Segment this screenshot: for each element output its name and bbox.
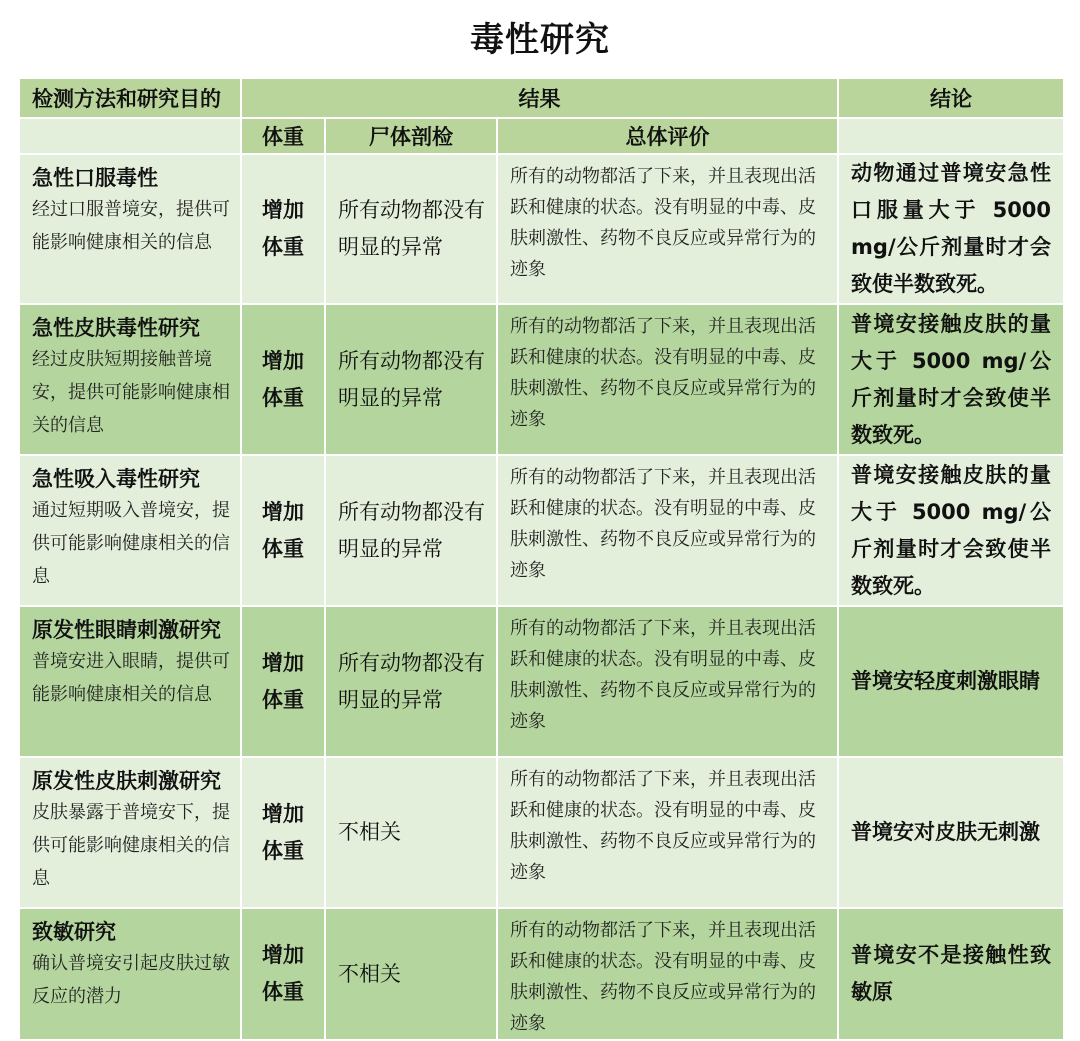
method-description: 普境安进入眼睛，提供可能影响健康相关的信息 — [32, 651, 230, 705]
header-autopsy: 尸体剖检 — [325, 118, 497, 154]
method-cell — [19, 606, 241, 757]
conclusion-cell: 普境安不是接触性致敏原 — [838, 908, 1064, 1040]
method-cell — [19, 757, 241, 908]
autopsy-cell: 不相关 — [325, 757, 497, 908]
method-title: 原发性眼睛刺激研究 — [32, 618, 221, 642]
autopsy-cell: 不相关 — [325, 908, 497, 1040]
autopsy-cell: 所有动物都没有明显的异常 — [325, 154, 497, 304]
header-method: 检测方法和研究目的 — [19, 78, 241, 118]
weight-cell — [241, 757, 325, 908]
method-description: 经过皮肤短期接触普境安，提供可能影响健康相关的信息 — [32, 349, 230, 436]
weight-text: 增加体重 — [262, 198, 304, 259]
method-description: 通过短期吸入普境安，提供可能影响健康相关的信息 — [32, 500, 230, 587]
table-row — [19, 757, 1064, 908]
autopsy-cell: 所有动物都没有明显的异常 — [325, 455, 497, 606]
overall-cell: 所有的动物都活了下来，并且表现出活跃和健康的状态。没有明显的中毒、皮肤刺激性、药物不良反应或异常行为的迹象 — [497, 455, 838, 606]
table-row — [19, 908, 1064, 1040]
method-title: 急性皮肤毒性研究 — [32, 316, 200, 340]
table-row — [19, 606, 1064, 757]
table-row — [19, 154, 1064, 304]
subheader-blank-right — [838, 118, 1064, 154]
weight-text: 增加体重 — [262, 348, 304, 410]
header-weight: 体重 — [241, 118, 325, 154]
overall-cell: 所有的动物都活了下来，并且表现出活跃和健康的状态。没有明显的中毒、皮肤刺激性、药物不良反应或异常行为的迹象 — [497, 606, 838, 757]
toxicity-table — [18, 77, 1065, 1041]
header-overall: 总体评价 — [497, 118, 838, 154]
page-title: 毒性研究 — [470, 19, 610, 60]
conclusion-cell: 普境安接触皮肤的量大于 5000 mg/公斤剂量时才会致使半数致死。 — [838, 304, 1064, 455]
method-description: 确认普境安引起皮肤过敏反应的潜力 — [32, 953, 230, 1007]
table-row — [19, 304, 1064, 455]
overall-cell: 所有的动物都活了下来，并且表现出活跃和健康的状态。没有明显的中毒、皮肤刺激性、药物不良反应或异常行为的迹象 — [497, 304, 838, 455]
table-row — [19, 455, 1064, 606]
weight-cell — [241, 908, 325, 1040]
weight-cell — [241, 154, 325, 304]
overall-cell: 所有的动物都活了下来，并且表现出活跃和健康的状态。没有明显的中毒、皮肤刺激性、药物不良反应或异常行为的迹象 — [497, 154, 838, 304]
method-title: 急性吸入毒性研究 — [32, 467, 200, 491]
method-title: 急性口服毒性 — [32, 166, 158, 190]
weight-cell — [241, 455, 325, 606]
weight-text: 增加体重 — [262, 499, 304, 561]
weight-text: 增加体重 — [262, 943, 304, 1004]
conclusion-cell: 普境安接触皮肤的量大于 5000 mg/公斤剂量时才会致使半数致死。 — [838, 455, 1064, 606]
method-title: 致敏研究 — [32, 920, 116, 944]
weight-text: 增加体重 — [262, 650, 304, 712]
method-cell — [19, 908, 241, 1040]
method-description: 经过口服普境安，提供可能影响健康相关的信息 — [32, 199, 230, 253]
header-conclusion: 结论 — [838, 78, 1064, 118]
conclusion-cell: 动物通过普境安急性口服量大于 5000 mg/公斤剂量时才会致使半数致死。 — [838, 154, 1064, 304]
overall-cell: 所有的动物都活了下来，并且表现出活跃和健康的状态。没有明显的中毒、皮肤刺激性、药物不良反应或异常行为的迹象 — [497, 908, 838, 1040]
weight-cell — [241, 606, 325, 757]
method-cell — [19, 154, 241, 304]
method-title: 原发性皮肤刺激研究 — [32, 769, 221, 793]
autopsy-cell: 所有动物都没有明显的异常 — [325, 304, 497, 455]
autopsy-cell: 所有动物都没有明显的异常 — [325, 606, 497, 757]
method-description: 皮肤暴露于普境安下，提供可能影响健康相关的信息 — [32, 802, 230, 889]
weight-text: 增加体重 — [262, 801, 304, 863]
conclusion-cell: 普境安对皮肤无刺激 — [838, 757, 1064, 908]
method-cell — [19, 455, 241, 606]
header-results: 结果 — [241, 78, 838, 118]
method-cell — [19, 304, 241, 455]
subheader-blank — [19, 118, 241, 154]
overall-cell: 所有的动物都活了下来，并且表现出活跃和健康的状态。没有明显的中毒、皮肤刺激性、药物不良反应或异常行为的迹象 — [497, 757, 838, 908]
table-header-row — [19, 78, 1064, 118]
conclusion-cell: 普境安轻度刺激眼睛 — [838, 606, 1064, 757]
weight-cell — [241, 304, 325, 455]
table-subheader-row — [19, 118, 1064, 154]
